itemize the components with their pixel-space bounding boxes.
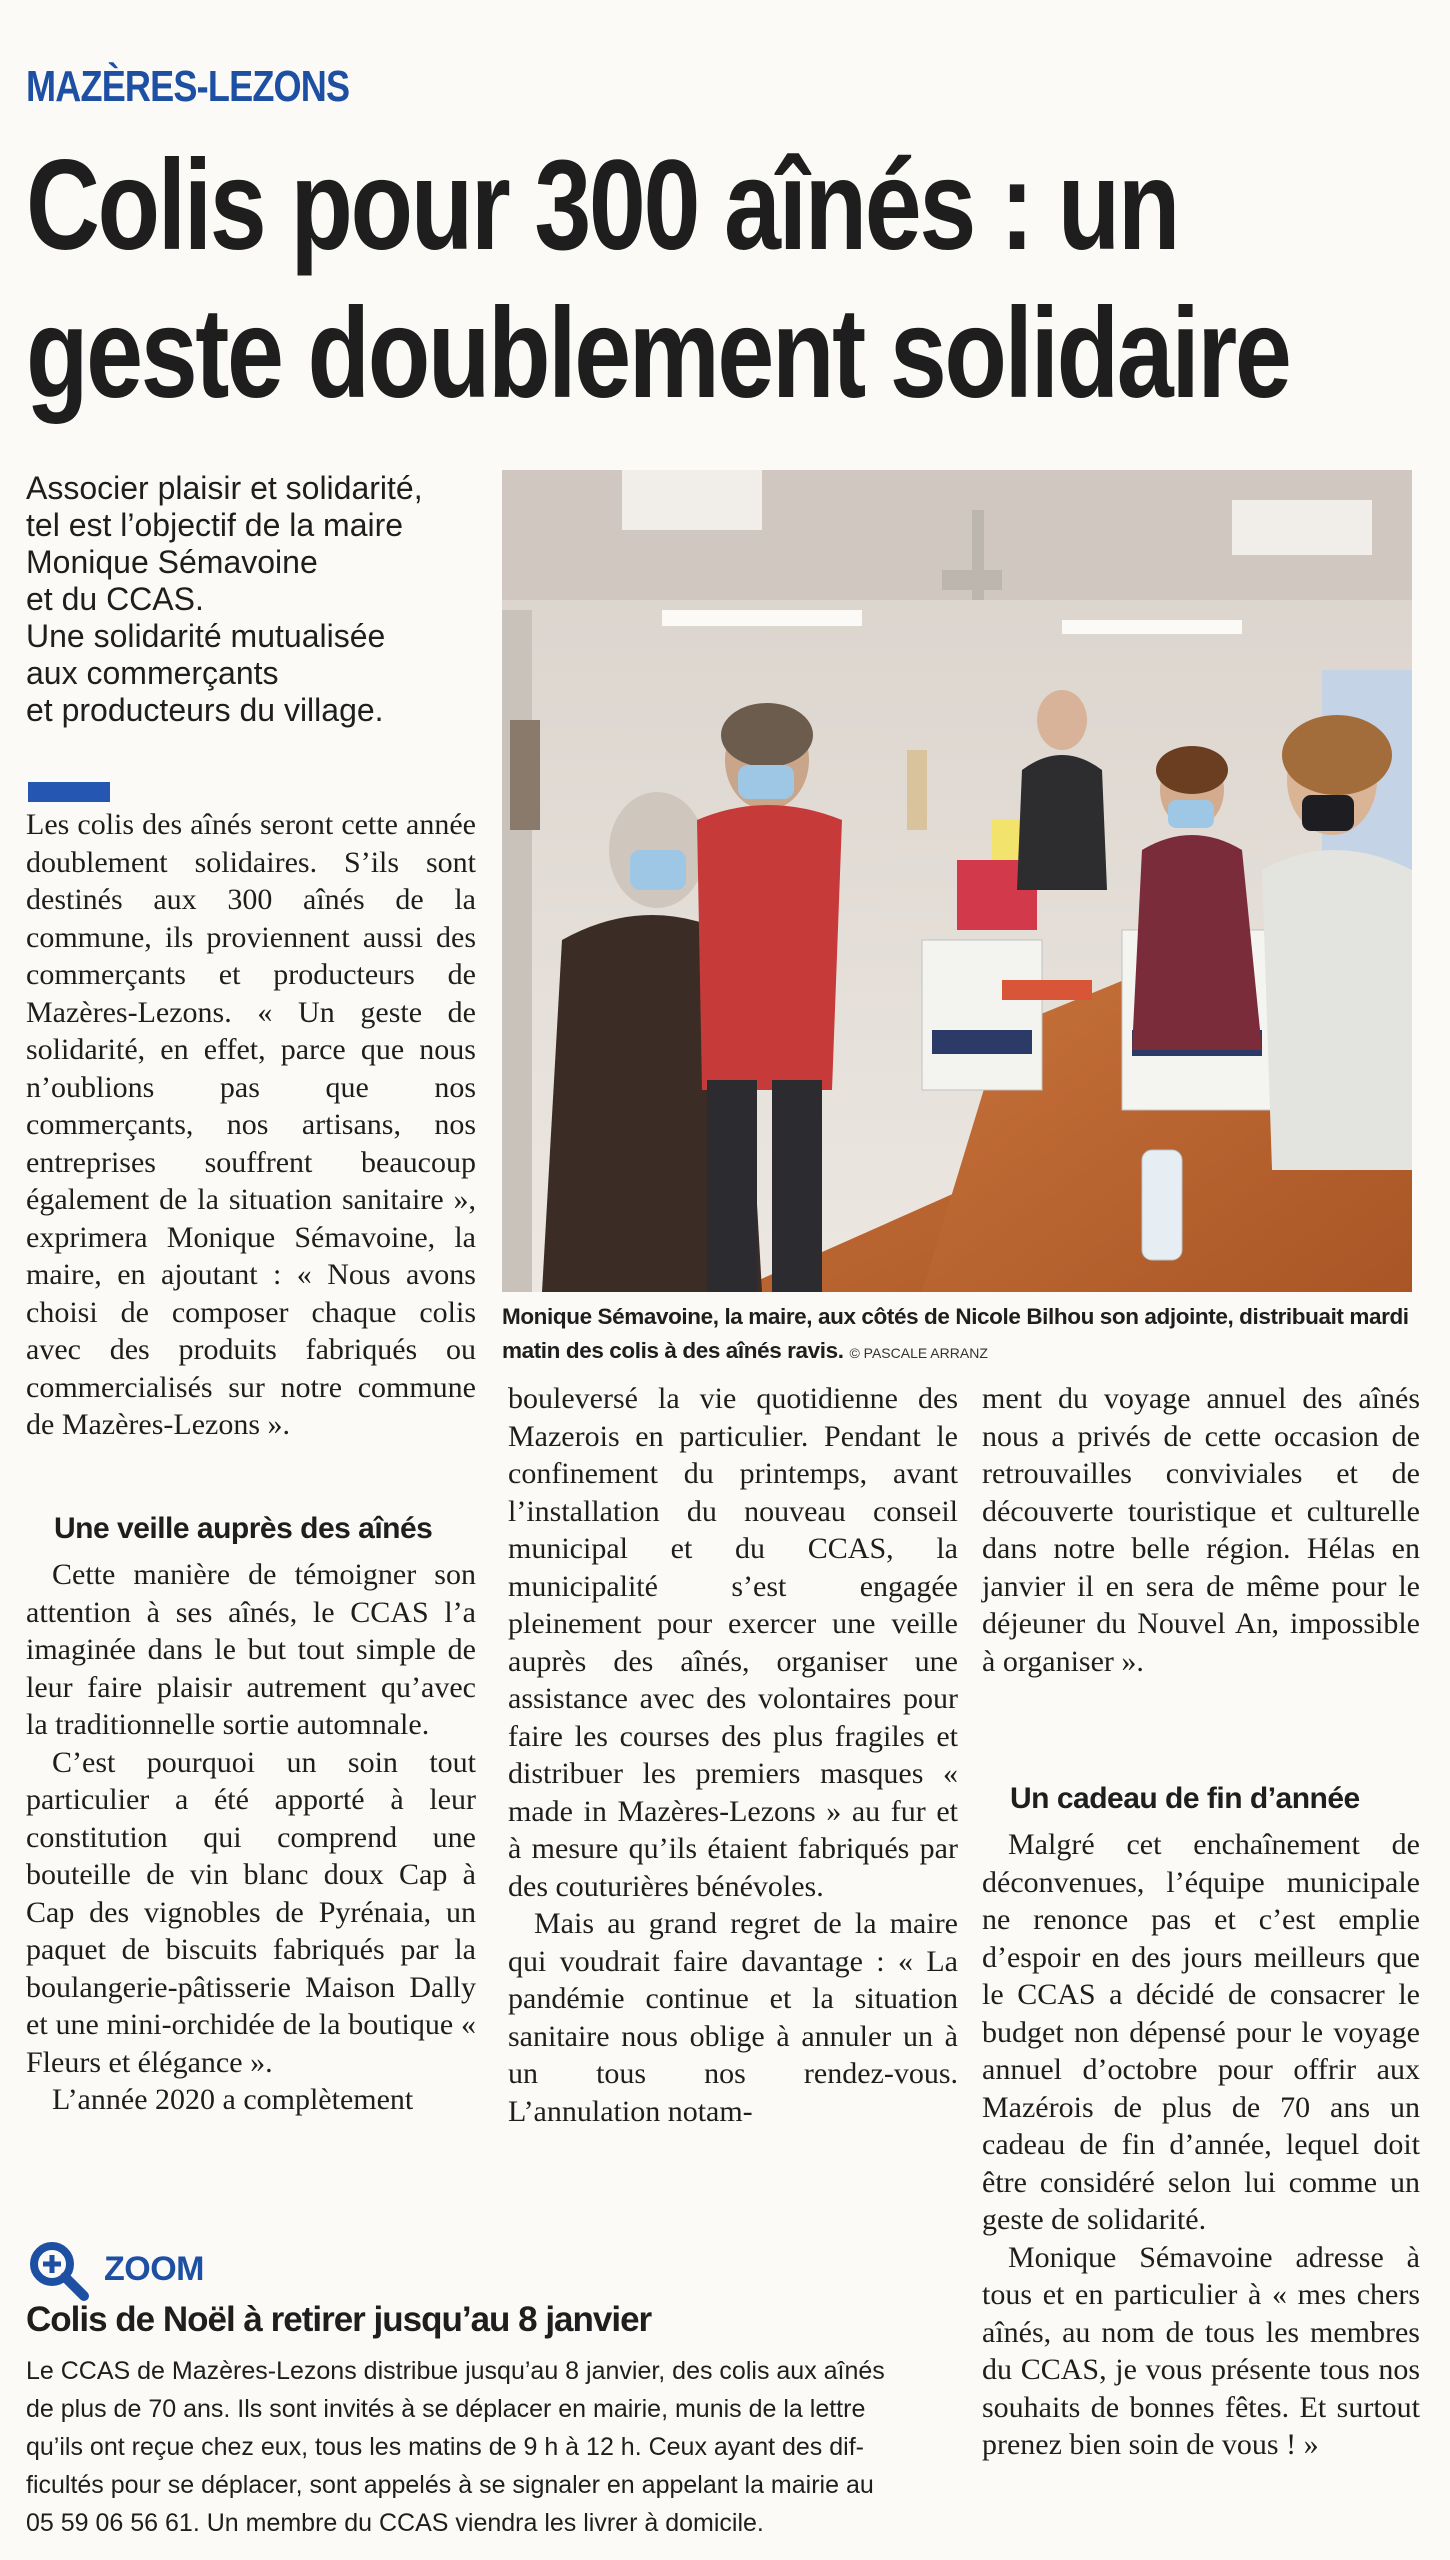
headline <box>26 132 1290 428</box>
zoom-line: Le CCAS de Mazères-Lezons distribue jusqu’au 8 janvier, des colis aux aînés <box>26 2357 885 2385</box>
subheading-veille: Une veille auprès des aînés <box>54 1512 433 1545</box>
zoom-line: 05 59 06 56 61. Un membre du CCAS viendra les livrer à domicile. <box>26 2509 764 2537</box>
article-column-2 <box>508 1380 958 2130</box>
lead-line: Une solidarité mutualisée <box>26 618 386 654</box>
headline-line-2: geste doublement solidaire <box>26 282 1290 425</box>
section-kicker: MAZÈRES-LEZONS <box>26 62 350 111</box>
accent-bar <box>28 782 110 802</box>
photo-credit: © PASCALE ARRANZ <box>849 1345 988 1361</box>
body-paragraph: ment du voyage annuel des aînés nous a privés de cette occasion de retrouvailles conviviales et de découverte touristique et culturelle dans notre belle région. Hélas en janvier il en sera de même pour le déjeuner du Nouvel An, impossible à organiser ». <box>982 1382 1420 1678</box>
zoom-label: ZOOM <box>104 2250 204 2288</box>
caption-text: Monique Sémavoine, la maire, aux côtés de Nicole Bilhou son adjointe, distribuait mardi matin des colis à des aînés ravis. <box>502 1304 1409 1363</box>
subheading-cadeau: Un cadeau de fin d’année <box>1010 1782 1360 1815</box>
article-column-1 <box>26 806 476 1444</box>
zoom-text <box>26 2352 976 2542</box>
body-paragraph: Cette manière de témoigner son attention à ses aînés, le CCAS l’a imaginée dans le but tout simple de leur faire plaisir autrement qu’avec la traditionnelle sortie automnale. <box>26 1558 476 1741</box>
headline-line-1: Colis pour 300 aînés : un <box>26 134 1178 277</box>
body-paragraph: C’est pourquoi un soin tout particulier a été apporté à leur constitution qui comprend une bouteille de vin blanc doux Cap à Cap des vignobles de Pyrénaia, un paquet de biscuits fabriqués par la boulangerie-pâtisserie Maison Dally et une mini-orchidée de la boutique « Fleurs et élégance ». <box>26 1745 476 2079</box>
photo-caption <box>502 1300 1422 1370</box>
magnifier-plus-icon <box>28 2240 90 2302</box>
lead-line: aux commerçants <box>26 655 279 691</box>
body-paragraph: L’année 2020 a complètement <box>52 2083 414 2116</box>
article-photo <box>502 470 1412 1292</box>
lead-line: Associer plaisir et solidarité, <box>26 470 423 506</box>
body-paragraph: Les colis des aînés seront cette année doublement solidaires. S’ils sont destinés aux 300 aînés de la commune, ils proviennent aussi des commerçants et producteurs de Mazères-Lezons. « Un geste de solidarité, en effet, parce que nous n’oublions pas que nos commerçants, nos artisans, nos entreprises souffrent beaucoup également de la situation sanitaire », exprimera Monique Sémavoine, la maire, en ajoutant : « Nous avons choisi de composer chaque colis avec des produits fabriqués ou commercialisés sur notre commune de Mazères-Lezons ». <box>26 808 476 1441</box>
body-paragraph: Monique Sémavoine adresse à tous et en particulier à « mes chers aînés, au nom de tous les membres du CCAS, je vous présente tous nos souhaits de bonnes fêtes. Et surtout prenez bien soin de vous ! » <box>982 2240 1420 2461</box>
article-column-3 <box>982 1380 1420 1680</box>
zoom-line: ficultés pour se déplacer, sont appelés à se signaler en appelant la mairie au <box>26 2471 874 2499</box>
zoom-line: qu’ils ont reçue chez eux, tous les matins de 9 h à 12 h. Ceux ayant des dif- <box>26 2433 864 2461</box>
lead-paragraph <box>26 470 476 729</box>
lead-line: Monique Sémavoine <box>26 544 318 580</box>
body-paragraph: Malgré cet enchaînement de déconvenues, l’équipe municipale ne renonce pas et c’est emplie d’espoir en des jours meilleurs que le CCAS a décidé de consacrer le budget non dépensé pour le voyage annuel d’octobre pour offrir aux Mazérois de plus de 70 ans un cadeau de fin d’année, lequel doit être considéré selon lui comme un geste de solidarité. <box>982 1828 1420 2236</box>
zoom-title: Colis de Noël à retirer jusqu’au 8 janvier <box>26 2300 652 2339</box>
body-paragraph: Mais au grand regret de la maire qui voudrait faire davantage : « La pandémie continue et la situation sanitaire nous oblige à annuler un à un tous nos rendez-vous. L’annulation notam- <box>508 1907 958 2128</box>
lead-line: tel est l’objectif de la maire <box>26 507 404 543</box>
article-column-1b <box>26 1556 476 2119</box>
article-column-3b <box>982 1826 1420 2464</box>
zoom-line: de plus de 70 ans. Ils sont invités à se déplacer en mairie, munis de la lettre <box>26 2395 866 2423</box>
body-paragraph: bouleversé la vie quotidienne des Mazerois en particulier. Pendant le confinement du printemps, avant l’installation du nouveau conseil municipal et du CCAS, la municipalité s’est engagée pleinement pour exercer une veille auprès des aînés, organiser une assistance avec des volontaires pour faire les courses des plus fragiles et distribuer les premiers masques « made in Mazères-Lezons » au fur et à mesure qu’ils étaient fabriqués par des couturières bénévoles. <box>508 1382 958 1903</box>
lead-line: et du CCAS. <box>26 581 204 617</box>
lead-line: et producteurs du village. <box>26 692 384 728</box>
photo-illustration <box>502 470 1412 1292</box>
